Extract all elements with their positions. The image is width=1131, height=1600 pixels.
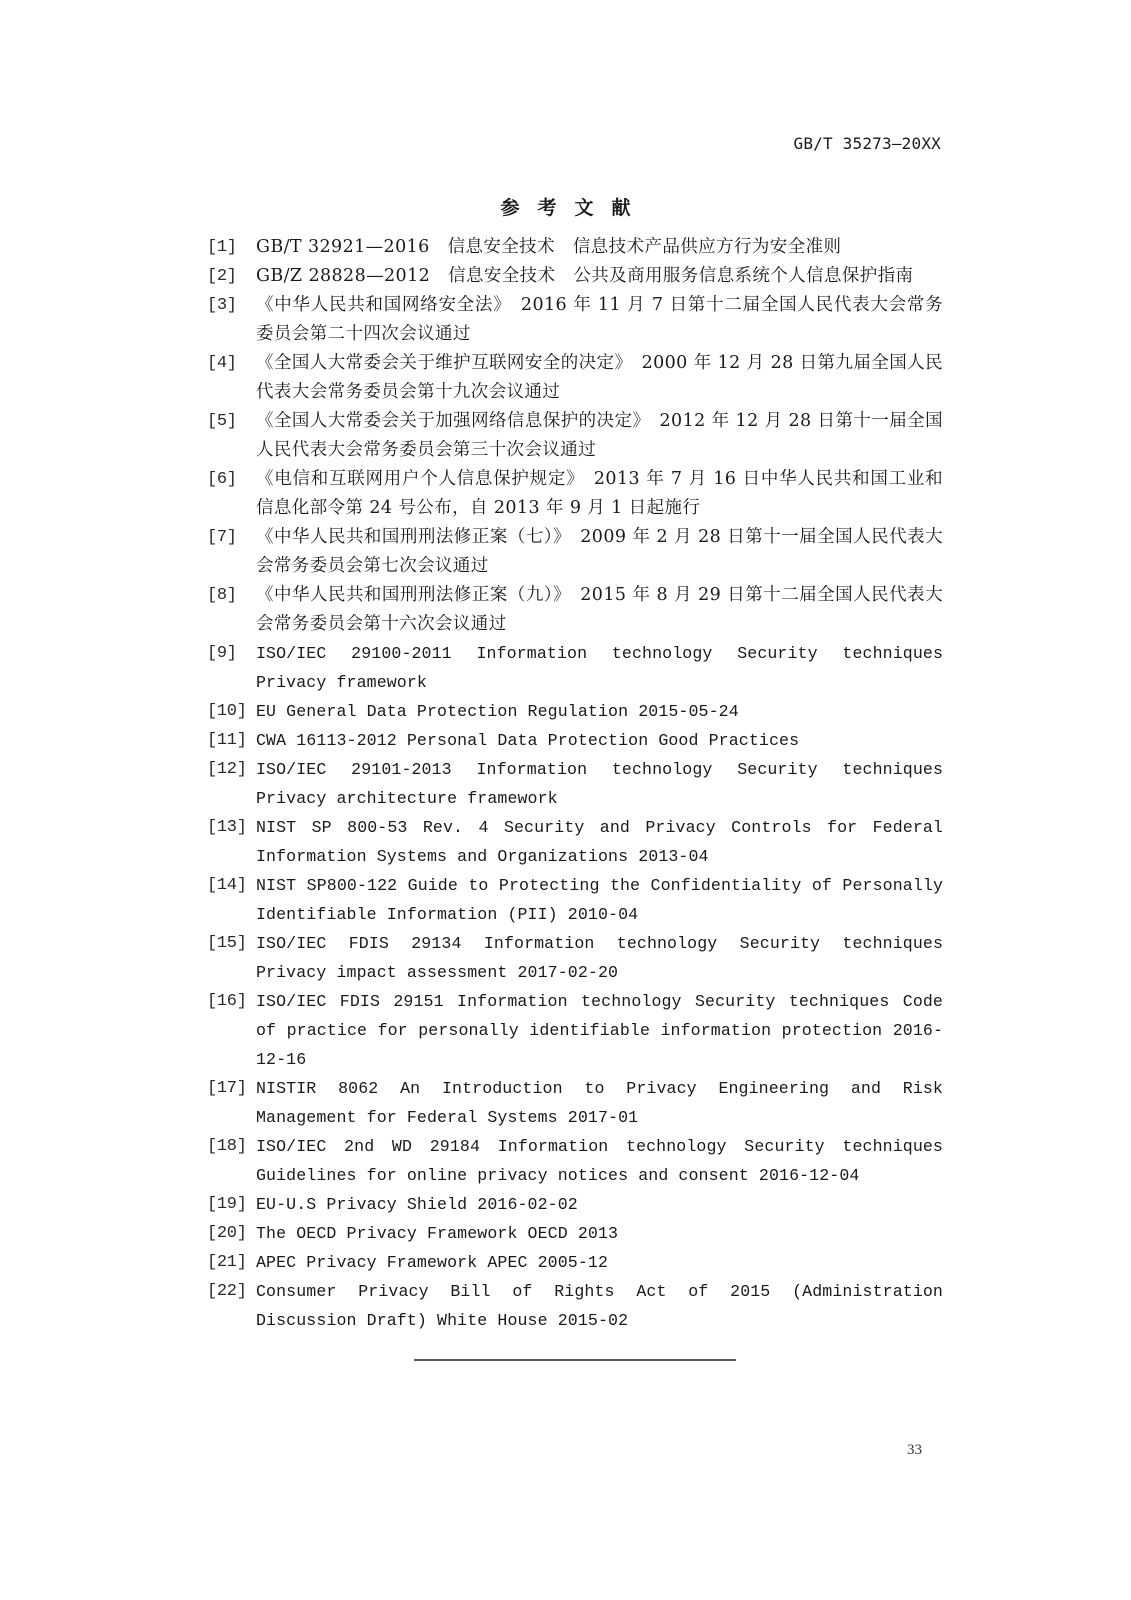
reference-item bbox=[207, 349, 943, 407]
reference-text: EU-U.S Privacy Shield 2016-02-02 bbox=[256, 1195, 578, 1214]
reference-text: 《中华人民共和国刑刑法修正案（九）》 2015 年 8 月 29 日第十二届全国人民代表大会常务委员会第十六次会议通过 bbox=[256, 585, 943, 634]
reference-number: [3] bbox=[207, 296, 237, 315]
reference-item bbox=[207, 291, 943, 349]
reference-number: [5] bbox=[207, 412, 237, 431]
reference-item bbox=[207, 726, 943, 755]
reference-item bbox=[207, 755, 943, 813]
reference-text: ISO/IEC FDIS 29151 Information technology Security techniques Code of practice for personally identifiable information protection 2016-12-16 bbox=[256, 992, 943, 1069]
reference-item bbox=[207, 987, 943, 1074]
section-title: 参考文献 bbox=[500, 196, 649, 219]
reference-text: 《全国人大常委会关于加强网络信息保护的决定》 2012 年 12 月 28 日第十一届全国人民代表大会常务委员会第三十次会议通过 bbox=[256, 411, 943, 460]
reference-text: ISO/IEC 29100-2011 Information technology Security techniques Privacy framework bbox=[256, 644, 943, 692]
reference-text: 《全国人大常委会关于维护互联网安全的决定》 2000 年 12 月 28 日第九届全国人民代表大会常务委员会第十九次会议通过 bbox=[256, 353, 943, 402]
reference-text: NIST SP800-122 Guide to Protecting the Confidentiality of Personally Identifiable Information (PII) 2010-04 bbox=[256, 876, 943, 924]
page-number: 33 bbox=[907, 1442, 922, 1458]
reference-text: CWA 16113-2012 Personal Data Protection Good Practices bbox=[256, 731, 800, 750]
reference-item bbox=[207, 697, 943, 726]
reference-number: [16] bbox=[207, 992, 247, 1011]
reference-text: ISO/IEC 2nd WD 29184 Information technology Security techniques Guidelines for online privacy notices and consent 2016-12-04 bbox=[256, 1137, 943, 1185]
reference-text: The OECD Privacy Framework OECD 2013 bbox=[256, 1224, 619, 1243]
reference-text: ISO/IEC FDIS 29134 Information technology Security techniques Privacy impact assessment 2017-02-20 bbox=[256, 934, 943, 982]
reference-number: [19] bbox=[207, 1195, 247, 1214]
reference-text: NIST SP 800-53 Rev. 4 Security and Privacy Controls for Federal Information Systems and Organizations 2013-04 bbox=[256, 818, 943, 866]
reference-text: GB/Z 28828—2012 信息安全技术 公共及商用服务信息系统个人信息保护指南 bbox=[256, 266, 914, 286]
reference-number: [1] bbox=[207, 238, 237, 257]
reference-number: [21] bbox=[207, 1253, 247, 1272]
reference-item bbox=[207, 407, 943, 465]
reference-number: [2] bbox=[207, 267, 237, 286]
reference-item bbox=[207, 929, 943, 987]
reference-item bbox=[207, 1132, 943, 1190]
reference-text: APEC Privacy Framework APEC 2005-12 bbox=[256, 1253, 609, 1272]
reference-number: [13] bbox=[207, 818, 247, 837]
reference-item bbox=[207, 233, 943, 262]
reference-text: 《中华人民共和国刑刑法修正案（七）》 2009 年 2 月 28 日第十一届全国人民代表大会常务委员会第七次会议通过 bbox=[256, 527, 943, 576]
reference-number: [7] bbox=[207, 528, 237, 547]
reference-item bbox=[207, 1074, 943, 1132]
reference-text: GB/T 32921—2016 信息安全技术 信息技术产品供应方行为安全准则 bbox=[256, 237, 842, 257]
reference-text: NISTIR 8062 An Introduction to Privacy Engineering and Risk Management for Federal Systems 2017-01 bbox=[256, 1079, 943, 1127]
reference-number: [6] bbox=[207, 470, 237, 489]
reference-number: [18] bbox=[207, 1137, 247, 1156]
end-of-document-rule bbox=[414, 1359, 736, 1361]
reference-item bbox=[207, 1277, 943, 1335]
reference-item bbox=[207, 1190, 943, 1219]
reference-number: [10] bbox=[207, 702, 247, 721]
reference-list bbox=[207, 233, 943, 1335]
reference-text: ISO/IEC 29101-2013 Information technology Security techniques Privacy architecture framework bbox=[256, 760, 943, 808]
reference-item bbox=[207, 871, 943, 929]
reference-number: [17] bbox=[207, 1079, 247, 1098]
reference-number: [14] bbox=[207, 876, 247, 895]
reference-item bbox=[207, 1248, 943, 1277]
reference-number: [4] bbox=[207, 354, 237, 373]
reference-item bbox=[207, 813, 943, 871]
reference-number: [15] bbox=[207, 934, 247, 953]
reference-number: [22] bbox=[207, 1282, 247, 1301]
reference-number: [20] bbox=[207, 1224, 247, 1243]
reference-text: EU General Data Protection Regulation 2015-05-24 bbox=[256, 702, 739, 721]
reference-item bbox=[207, 523, 943, 581]
reference-text: Consumer Privacy Bill of Rights Act of 2015 (Administration Discussion Draft) White House 2015-02 bbox=[256, 1282, 943, 1330]
reference-number: [11] bbox=[207, 731, 247, 750]
reference-text: 《中华人民共和国网络安全法》 2016 年 11 月 7 日第十二届全国人民代表大会常务委员会第二十四次会议通过 bbox=[256, 295, 943, 344]
reference-text: 《电信和互联网用户个人信息保护规定》 2013 年 7 月 16 日中华人民共和国工业和信息化部令第 24 号公布，自 2013 年 9 月 1 日起施行 bbox=[256, 469, 943, 518]
reference-number: [12] bbox=[207, 760, 247, 779]
reference-item bbox=[207, 639, 943, 697]
reference-item bbox=[207, 1219, 943, 1248]
document-code: GB/T 35273—20XX bbox=[793, 134, 941, 153]
reference-number: [9] bbox=[207, 644, 237, 663]
reference-item bbox=[207, 465, 943, 523]
reference-item bbox=[207, 262, 943, 291]
reference-number: [8] bbox=[207, 586, 237, 605]
reference-item bbox=[207, 581, 943, 639]
